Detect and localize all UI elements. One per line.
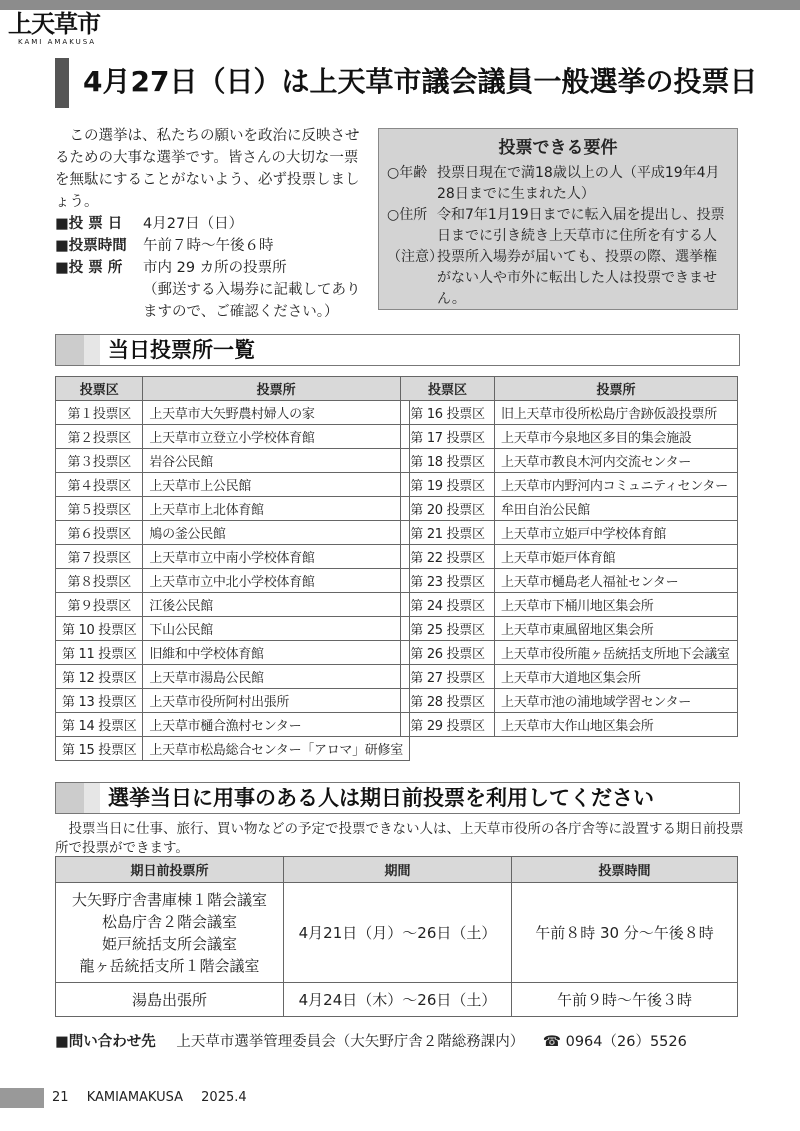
polling-table-right: [400, 376, 738, 737]
district-cell: 第 26 投票区: [401, 641, 495, 665]
place-cell: 上天草市東風留地区集会所: [495, 617, 738, 641]
district-cell: 第 22 投票区: [401, 545, 495, 569]
early-place-cell: [56, 883, 284, 983]
section-title: 当日投票所一覧: [108, 338, 255, 362]
early-place-name: 姫戸統括支所会議室: [101, 934, 237, 953]
info-label: ■投票時間: [55, 238, 127, 254]
district-cell: 第７投票区: [56, 545, 143, 569]
table-row: [401, 689, 738, 713]
district-cell: 第５投票区: [56, 497, 143, 521]
table-row: [401, 665, 738, 689]
early-voting-table: [55, 856, 738, 1017]
district-cell: 第 16 投票区: [401, 401, 495, 425]
info-value: 午前７時～午後６時: [143, 238, 274, 254]
place-cell: 上天草市立姫戸中学校体育館: [495, 521, 738, 545]
title-bar: [55, 58, 69, 108]
info-value: 市内 29 カ所の投票所: [143, 260, 287, 276]
info-label: ■投 票 所: [55, 260, 123, 276]
table-row: [56, 983, 738, 1017]
table-row: [401, 617, 738, 641]
logo-main-text: 上天草市: [8, 10, 100, 38]
column-header-hours: 投票時間: [512, 857, 738, 883]
table-row: [56, 521, 410, 545]
contact-label: ■問い合わせ先: [55, 1034, 156, 1050]
place-cell: 上天草市姫戸体育館: [495, 545, 738, 569]
table-row: [56, 449, 410, 473]
period-cell: 4月21日（月）～26日（土）: [284, 883, 512, 983]
district-cell: 第８投票区: [56, 569, 143, 593]
hours-cell: 午前８時 30 分～午後８時: [512, 883, 738, 983]
district-cell: 第 24 投票区: [401, 593, 495, 617]
place-cell: 上天草市立登立小学校体育館: [143, 425, 409, 449]
requirement-value: 投票日現在で満18歳以上の人（平成19年4月28日までに生まれた人）: [437, 165, 720, 202]
table-row: [56, 473, 410, 497]
table-row: [56, 401, 410, 425]
column-header-district: 投票区: [56, 377, 143, 401]
table-row: [56, 641, 410, 665]
footer-bar: [0, 1088, 44, 1108]
column-header-place: 投票所: [143, 377, 409, 401]
page-number: 21: [52, 1090, 69, 1105]
early-place-name: 大矢野庁舎書庫棟１階会議室: [71, 890, 267, 909]
requirements-title: 投票できる要件: [498, 138, 618, 158]
column-header-district: 投票区: [401, 377, 495, 401]
page-title: [55, 58, 758, 108]
requirement-note: [387, 247, 729, 310]
info-row-place: [55, 257, 370, 279]
table-row: [56, 665, 410, 689]
column-header-place: 投票所: [495, 377, 738, 401]
district-cell: 第 12 投票区: [56, 665, 143, 689]
info-label: ■投 票 日: [55, 216, 123, 232]
district-cell: 第９投票区: [56, 593, 143, 617]
page-footer: [0, 1088, 800, 1108]
district-cell: 第 19 投票区: [401, 473, 495, 497]
table-row: [401, 641, 738, 665]
district-cell: 第 14 投票区: [56, 713, 143, 737]
column-header-period: 期間: [284, 857, 512, 883]
place-cell: 上天草市大道地区集会所: [495, 665, 738, 689]
info-value: 4月27日（日）: [143, 216, 244, 232]
district-cell: 第 25 投票区: [401, 617, 495, 641]
page-title-text: 4月27日（日）は上天草市議会議員一般選挙の投票日: [83, 65, 758, 98]
place-cell: 上天草市湯島公民館: [143, 665, 409, 689]
section-early-voting: [55, 782, 740, 814]
intro-note: （郵送する入場券に記載してありますので、ご確認ください。）: [143, 282, 361, 320]
footer-text: [52, 1088, 261, 1108]
place-cell: 下山公民館: [143, 617, 409, 641]
place-cell: 江後公民館: [143, 593, 409, 617]
intro-block: [55, 125, 370, 323]
requirement-label: （注意）: [387, 249, 443, 265]
contact-phone: ☎ 0964（26）5526: [542, 1034, 687, 1050]
place-cell: 上天草市樋島老人福祉センター: [495, 569, 738, 593]
table-row: [401, 473, 738, 497]
place-cell: 上天草市役所龍ヶ岳統括支所地下会議室: [495, 641, 738, 665]
district-cell: 第２投票区: [56, 425, 143, 449]
section-title: 選挙当日に用事のある人は期日前投票を利用してください: [108, 786, 654, 810]
table-row: [56, 545, 410, 569]
district-cell: 第 23 投票区: [401, 569, 495, 593]
issue-date: 2025.4: [201, 1090, 247, 1105]
place-cell: 上天草市大作山地区集会所: [495, 713, 738, 737]
district-cell: 第 10 投票区: [56, 617, 143, 641]
table-row: [56, 713, 410, 737]
early-place-name: 龍ヶ岳統括支所１階会議室: [79, 956, 260, 975]
section-marker-light: [84, 783, 100, 813]
table-row: [401, 401, 738, 425]
district-cell: 第 28 投票区: [401, 689, 495, 713]
city-logo: [8, 10, 118, 50]
requirement-age: [387, 163, 729, 205]
table-row: [401, 545, 738, 569]
district-cell: 第 20 投票区: [401, 497, 495, 521]
place-cell: 上天草市樋合漁村センター: [143, 713, 409, 737]
hours-cell: 午前９時～午後３時: [512, 983, 738, 1017]
top-bar: [0, 0, 800, 10]
place-cell: 岩谷公民館: [143, 449, 409, 473]
place-cell: 上天草市立中南小学校体育館: [143, 545, 409, 569]
section-polling-places: [55, 334, 740, 366]
place-cell: 上天草市役所阿村出張所: [143, 689, 409, 713]
table-row: [401, 593, 738, 617]
table-row: [56, 617, 410, 641]
place-cell: 鳩の釜公民館: [143, 521, 409, 545]
requirements-box: [378, 128, 738, 310]
district-cell: 第 27 投票区: [401, 665, 495, 689]
table-row: [401, 569, 738, 593]
district-cell: 第 11 投票区: [56, 641, 143, 665]
table-row: [56, 737, 410, 761]
district-cell: 第 21 投票区: [401, 521, 495, 545]
info-row-time: [55, 235, 370, 257]
section-marker-light: [84, 335, 100, 365]
early-voting-text: 投票当日に仕事、旅行、買い物などの予定で投票できない人は、上天草市役所の各庁舎等に設置する期日前投票所で投票ができます。: [55, 821, 744, 856]
table-row: [401, 497, 738, 521]
requirement-label: ○年齢: [387, 165, 428, 181]
requirement-address: [387, 205, 729, 247]
requirement-value: 令和7年1月19日までに転入届を提出し、投票日までに引き続き上天草市に住所を有する人: [437, 207, 725, 244]
table-row: [56, 883, 738, 983]
place-cell: 上天草市松島総合センター「アロマ」研修室: [143, 737, 409, 761]
place-cell: 上天草市上公民館: [143, 473, 409, 497]
logo-sub-text: KAMI AMAKUSA: [18, 38, 97, 46]
district-cell: 第１投票区: [56, 401, 143, 425]
early-place-name: 松島庁舎２階会議室: [101, 912, 237, 931]
district-cell: 第 15 投票区: [56, 737, 143, 761]
table-row: [56, 497, 410, 521]
place-cell: 牟田自治公民館: [495, 497, 738, 521]
contact-value: 上天草市選挙管理委員会（大矢野庁舎２階総務課内）: [176, 1034, 525, 1050]
place-cell: 上天草市今泉地区多目的集会施設: [495, 425, 738, 449]
column-header-early-place: 期日前投票所: [56, 857, 284, 883]
early-place-name: 湯島出張所: [131, 990, 207, 1009]
district-cell: 第４投票区: [56, 473, 143, 497]
info-row-date: [55, 213, 370, 235]
table-row: [56, 425, 410, 449]
requirement-value: 投票所入場券が届いても、投票の際、選挙権がない人や市外に転出した人は投票できません。: [437, 249, 717, 307]
intro-text: この選挙は、私たちの願いを政治に反映させるための大事な選挙です。皆さんの大切な一票を無駄にすることがないよう、必ず投票しましょう。: [55, 128, 360, 210]
table-row: [401, 425, 738, 449]
place-cell: 上天草市内野河内コミュニティセンター: [495, 473, 738, 497]
table-row: [56, 689, 410, 713]
place-cell: 旧上天草市役所松島庁舎跡仮設投票所: [495, 401, 738, 425]
requirement-label: ○住所: [387, 207, 428, 223]
place-cell: 旧維和中学校体育館: [143, 641, 409, 665]
early-voting-text-block: [55, 820, 745, 858]
place-cell: 上天草市下桶川地区集会所: [495, 593, 738, 617]
section-marker: [56, 783, 84, 813]
district-cell: 第 13 投票区: [56, 689, 143, 713]
place-cell: 上天草市大矢野農村婦人の家: [143, 401, 409, 425]
publication-name: KAMIAMAKUSA: [86, 1090, 184, 1105]
table-row: [401, 449, 738, 473]
early-place-cell: [56, 983, 284, 1017]
district-cell: 第３投票区: [56, 449, 143, 473]
table-row: [401, 713, 738, 737]
place-cell: 上天草市上北体育館: [143, 497, 409, 521]
table-row: [56, 569, 410, 593]
district-cell: 第 29 投票区: [401, 713, 495, 737]
district-cell: 第６投票区: [56, 521, 143, 545]
table-row: [401, 521, 738, 545]
place-cell: 上天草市池の浦地域学習センター: [495, 689, 738, 713]
section-marker: [56, 335, 84, 365]
contact-line: [55, 1032, 687, 1052]
district-cell: 第 18 投票区: [401, 449, 495, 473]
period-cell: 4月24日（木）～26日（土）: [284, 983, 512, 1017]
place-cell: 上天草市教良木河内交流センター: [495, 449, 738, 473]
district-cell: 第 17 投票区: [401, 425, 495, 449]
polling-table-left: [55, 376, 410, 761]
table-row: [56, 593, 410, 617]
place-cell: 上天草市立中北小学校体育館: [143, 569, 409, 593]
